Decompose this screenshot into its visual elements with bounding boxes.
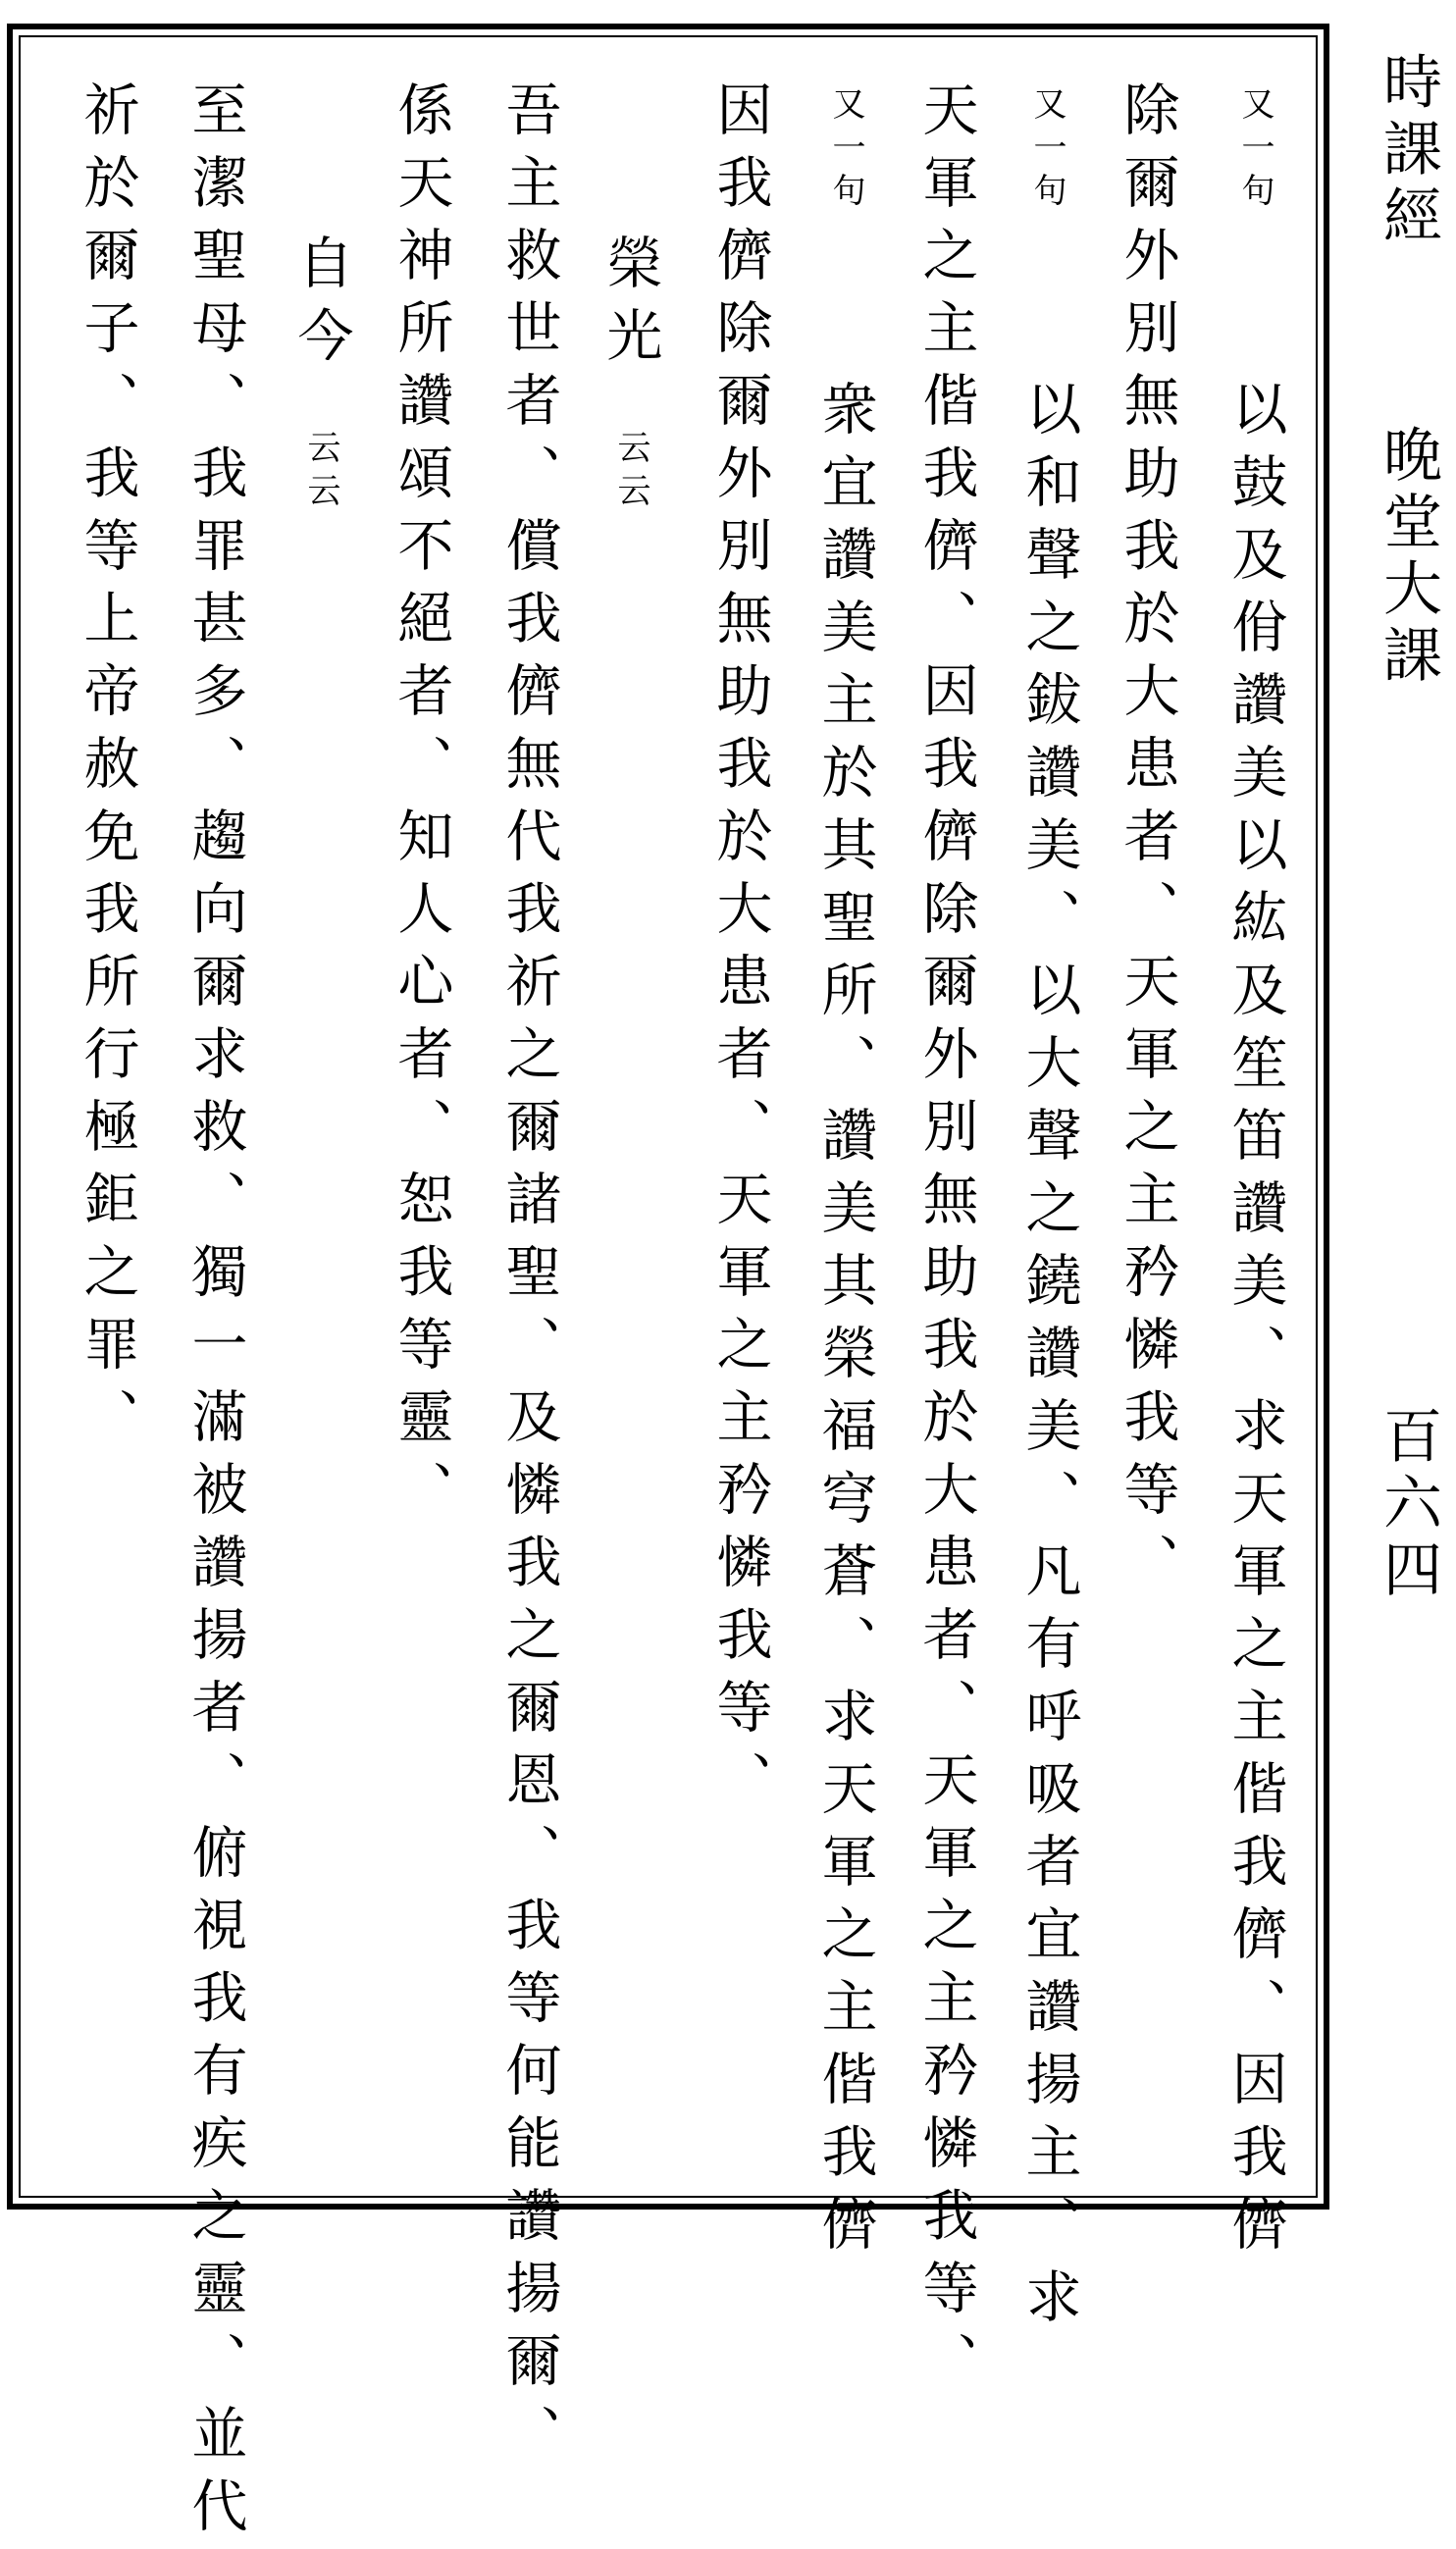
column-5-label: 又一句 [826, 86, 865, 216]
column-4-text: 天軍之主偕我儕、因我儕除爾外別無助我於大患者、天軍之主矜憐我等、 [913, 80, 978, 2404]
column-12-text: 祈於爾子、我等上帝赦免我所行極鉅之罪、 [75, 80, 139, 1460]
column-7-suffix: 云云 [611, 430, 650, 516]
column-9-text: 係天神所讚頌不絕者、知人心者、恕我等靈、 [389, 80, 453, 1533]
column-2-text: 除爾外別無助我於大患者、天軍之主矜憐我等、 [1115, 80, 1179, 1605]
column-10-suffix: 云云 [301, 430, 340, 516]
column-3-label: 又一句 [1027, 86, 1066, 216]
column-11-text: 至潔聖母、我罪甚多、趨向爾求救、獨一滿被讚揚者、俯視我有疾之靈、並代 [182, 80, 247, 2549]
column-6-text: 因我儕除爾外別無助我於大患者、天軍之主矜憐我等、 [707, 80, 772, 1823]
column-1-text: 以鼓及佾讚美以紘及笙笛讚美、求天軍之主偕我儕、因我儕 [1222, 380, 1287, 2267]
column-5-text: 衆宜讚美主於其聖所、讚美其榮福穹蒼、求天軍之主偕我儕 [812, 380, 877, 2267]
section-title: 晚堂大課 [1374, 424, 1442, 691]
page-number: 百六四 [1374, 1405, 1442, 1605]
column-7-heading: 榮光 [598, 234, 662, 379]
column-8-text: 吾主救世者、償我儕無代我祈之爾諸聖、及憐我之爾恩、我等何能讚揚爾、 [496, 80, 561, 2476]
column-10-heading: 自今 [288, 234, 353, 379]
column-1-label: 又一句 [1235, 86, 1274, 216]
column-3-text: 以和聲之鈸讚美、以大聲之鐃讚美、凡有呼吸者宜讚揚主、求 [1016, 380, 1081, 2340]
book-title: 時課經 [1374, 51, 1442, 251]
